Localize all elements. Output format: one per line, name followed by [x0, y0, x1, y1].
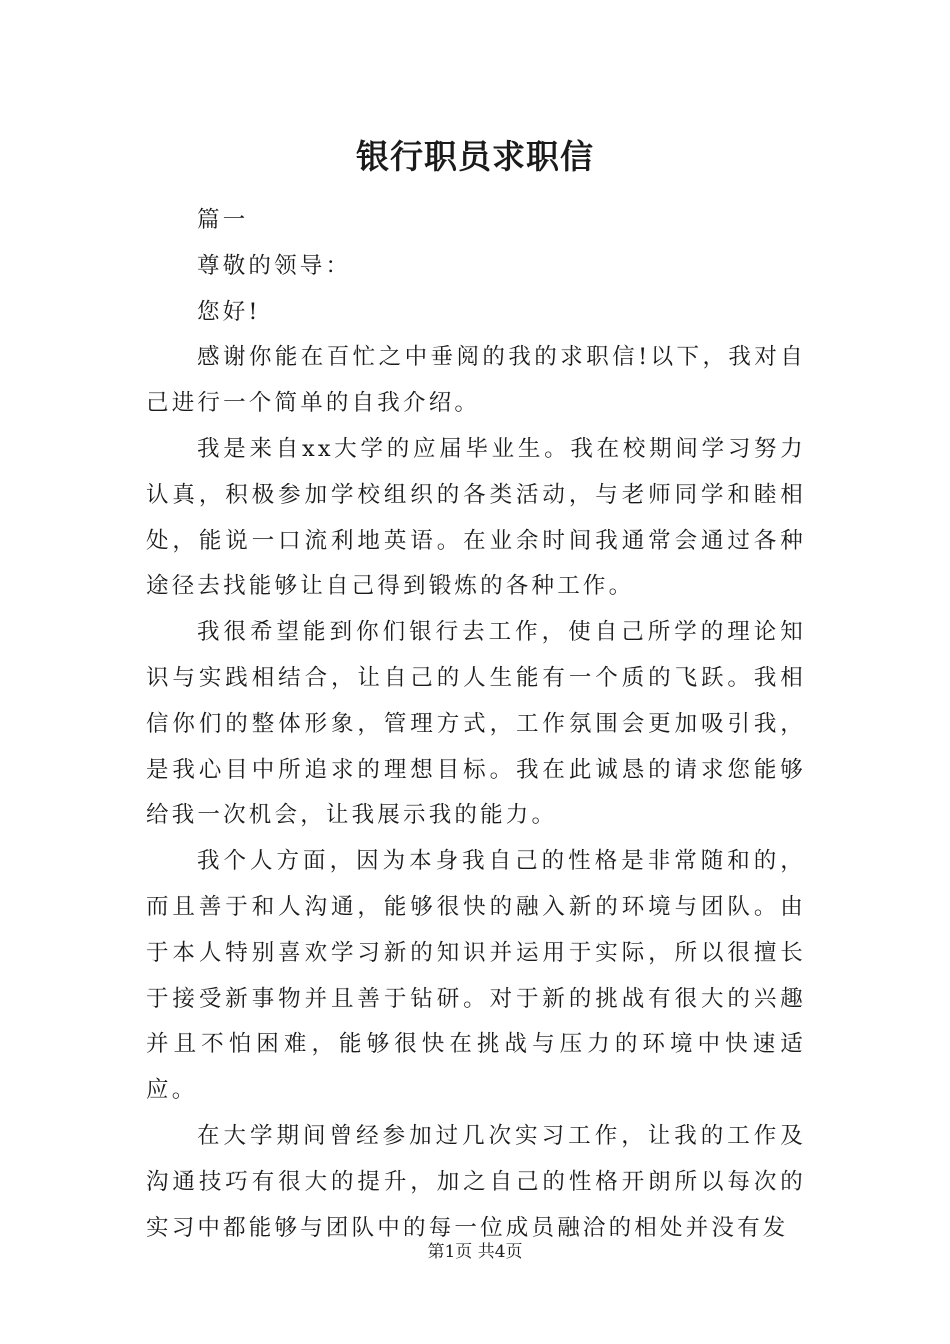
body-paragraph: 我个人方面，因为本身我自己的性格是非常随和的，而且善于和人沟通，能够很快的融入新的环境与团队。由于本人特别喜欢学习新的知识并运用于实际，所以很擅长于接受新事物并且善于钻研。对于新的挑战有很大的兴趣并且不怕困难，能够很快在挑战与压力的环境中快速适应。 — [146, 848, 806, 1104]
document-body — [146, 198, 806, 1251]
body-paragraph: 在大学期间曾经参加过几次实习工作，让我的工作及沟通技巧有很大的提升，加之自己的性格开朗所以每次的实习中都能够与团队中的每一位成员融洽的相处并没有发 — [146, 1122, 806, 1241]
document-title: 银行职员求职信 — [356, 137, 594, 176]
body-paragraph: 我是来自xx大学的应届毕业生。我在校期间学习努力认真，积极参加学校组织的各类活动，与老师同学和睦相处，能说一口流利地英语。在业余时间我通常会通过各种途径去找能够让自己得到锻炼的各种工作。 — [146, 435, 806, 600]
salutation: 尊敬的领导： — [197, 252, 352, 279]
page-number: 第1页 共4页 — [427, 1242, 523, 1262]
greeting: 您好! — [197, 298, 261, 325]
body-paragraph: 我很希望能到你们银行去工作，使自己所学的理论知识与实践相结合，让自己的人生能有一个质的飞跃。我相信你们的整体形象，管理方式，工作氛围会更加吸引我，是我心目中所追求的理想目标。我在此诚恳的请求您能够给我一次机会，让我展示我的能力。 — [146, 619, 806, 829]
section-heading: 篇一 — [197, 207, 249, 233]
body-paragraph: 感谢你能在百忙之中垂阅的我的求职信!以下，我对自己进行一个简单的自我介绍。 — [146, 344, 806, 417]
